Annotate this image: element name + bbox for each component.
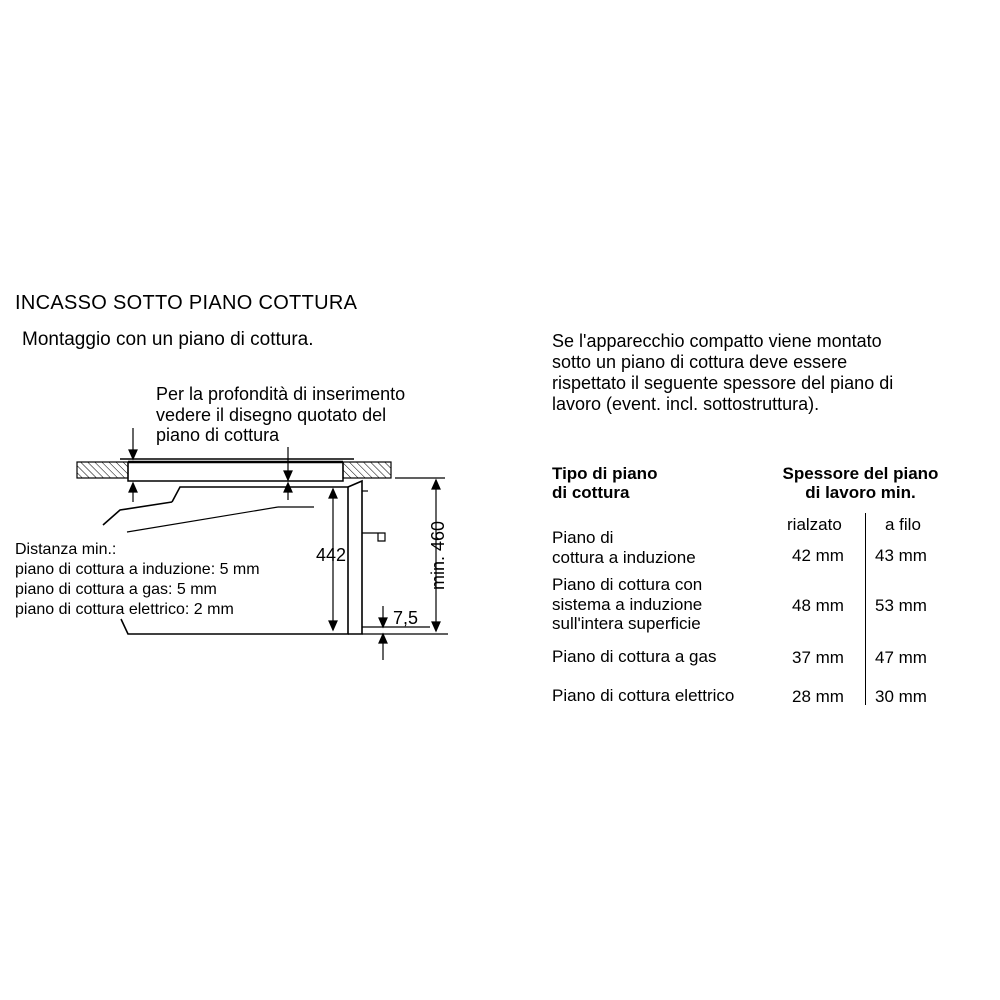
worktop-right [343, 462, 391, 478]
row-induction-flush: 43 mm [875, 546, 927, 565]
row-electric-flush: 30 mm [875, 687, 927, 706]
row-full-induction-type: Piano di cottura con sistema a induzione sull'intera superficie [552, 575, 703, 633]
row-electric-raised: 28 mm [792, 687, 844, 706]
section-subtitle: Montaggio con un piano di cottura. [22, 329, 314, 350]
row-gas-flush: 47 mm [875, 648, 927, 667]
section-title: INCASSO SOTTO PIANO COTTURA [15, 292, 358, 314]
depth-note: Per la profondità di inserimento vedere il disegno quotato del piano di cottura [156, 384, 406, 445]
row-gas-raised: 37 mm [792, 648, 844, 667]
intro-text: Se l'apparecchio compatto viene montato sotto un piano di cottura deve essere rispettato il seguente spessore del piano di lavoro (event. incl. sottostruttura). [552, 331, 894, 414]
row-gas-type: Piano di cottura a gas [552, 647, 717, 666]
min-distance-note: Distanza min.: piano di cottura a induzione: 5 mm piano di cottura a gas: 5 mm piano di cottura elettrico: 2 mm [15, 541, 260, 618]
dimension-460-label: min. 460 [428, 520, 448, 590]
subheader-raised: rialzato [787, 515, 842, 534]
worktop-left [77, 462, 128, 478]
hob [120, 459, 354, 481]
subheader-flush: a filo [885, 515, 921, 534]
dimension-75-label: 7,5 [393, 608, 419, 628]
row-full-induction-flush: 53 mm [875, 596, 927, 615]
row-induction-type: Piano di cottura a induzione [552, 528, 696, 567]
row-electric-type: Piano di cottura elettrico [552, 686, 735, 705]
column-divider [865, 513, 866, 705]
dimension-442-label: 442 [316, 545, 347, 565]
header-thickness: Spessore del piano di lavoro min. [782, 464, 939, 502]
row-induction-raised: 42 mm [792, 546, 844, 565]
header-hob-type: Tipo di piano di cottura [552, 464, 658, 502]
row-full-induction-raised: 48 mm [792, 596, 844, 615]
